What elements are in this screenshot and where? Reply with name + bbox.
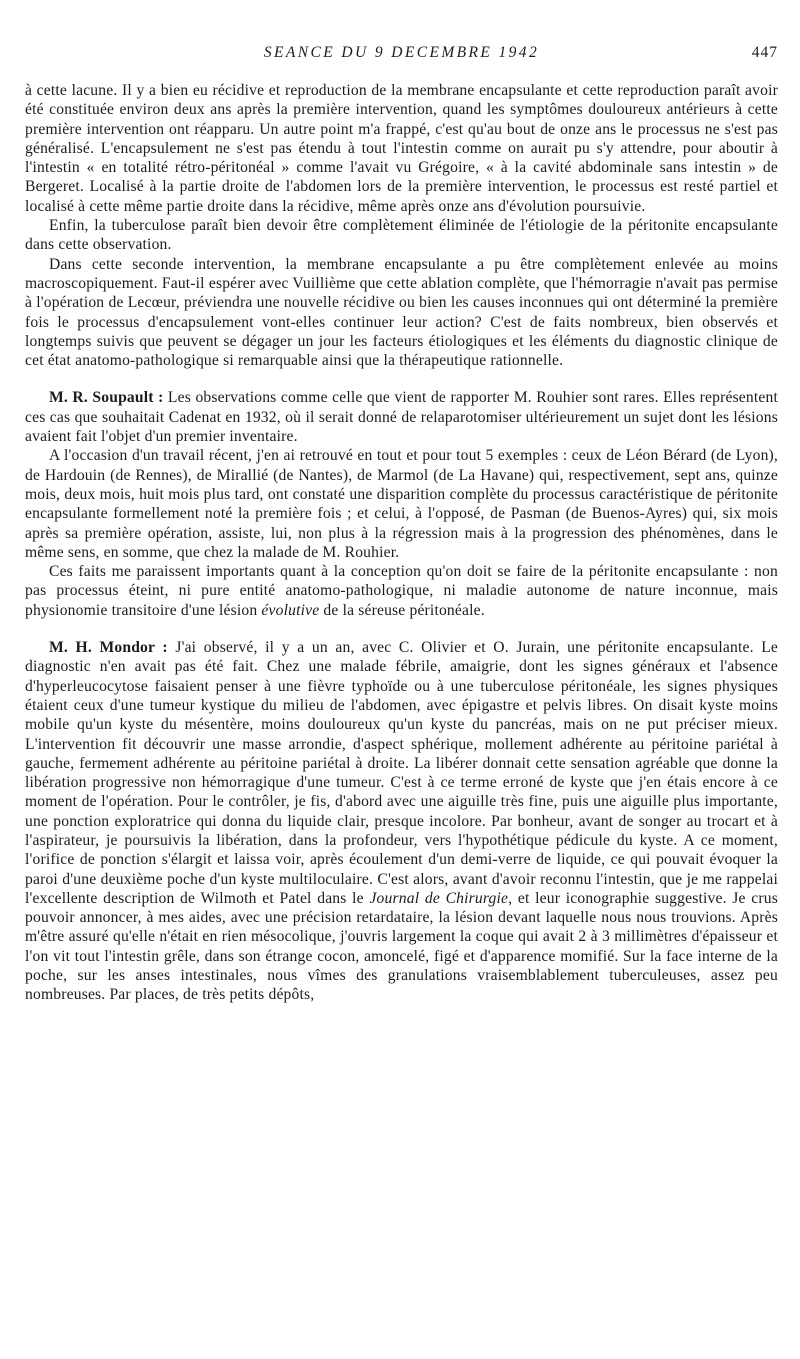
paragraph-text: Enfin, la tuberculose paraît bien devoir être complètement éliminée de l'étiologie de la péritonite encapsulante dans cette observation. [25,217,778,254]
speaker-name: M. H. Mondor : [49,639,168,657]
paragraph-text: Dans cette seconde intervention, la membrane encapsulante a pu être complètement enlevée au moins macroscopiquement. Faut-il espérer avec Vuillième que cette ablation complète, que l'hémorragie n'avait pas permise à l'opération de Lecœur, préviendra une nouvelle récidive ou bien les causes inconnues qui ont déterminé la première fois le processus d'encapsulement vont-elles continuer leur action? C'est de faits nombreux, bien observés et longtemps suivis que peuvent se dégager un jour les facteurs étiologiques et les éléments du diagnostic clinique de cet état anatomo-pathologique si remarquable ainsi que la thérapeutique rationnelle. [25,255,778,370]
paragraph [25,216,778,255]
paragraph-text: à cette lacune. Il y a bien eu récidive et reproduction de la membrane encapsulante et cette reproduction paraît avoir été constituée environ deux ans après la première intervention, quand les symptômes douloureux antérieurs à cette première intervention ont réapparu. Un autre point m'a frappé, c'est qu'au bout de onze ans le processus ne s'est pas généralisé. L'encapsulement ne s'est pas étendu à tout l'intestin comme on aurait pu s'y attendre, pour aboutir à l'intestin « en totalité rétro-péritonéal » comme l'avait vu Grégoire, « à la cavité abdominale sans intestin » de Bergeret. Localisé à la partie droite de l'abdomen lors de la première intervention, le processus est resté partiel et localisé à cette même partie droite dans la récidive, même après onze ans d'évolution poursuivie. [25,82,778,215]
running-title: SEANCE DU 9 DECEMBRE 1942 [263,44,540,61]
mondor-intervention [25,638,778,1005]
paragraph-text-tail: , et leur iconographie suggestive. Je crus pouvoir annoncer, à mes aides, avec une précision retardataire, la lésion devant laquelle nous nous trouvions. Après m'être assuré qu'elle n'était en rien mésocolique, j'ouvris largement la coque qui avait 2 à 3 millimètres d'épaisseur et l'on vit tout l'intestin grêle, dans son étrange cocon, amoncelé, figé et d'apparence momifié. Sur la face interne de la poche, sur les anses intestinales, nous vîmes des granulations vraisemblablement tuberculeuses, assez peu nombreuses. Par places, de très petits dépôts, [25,889,778,1004]
paragraph-continuation [25,81,778,216]
emphasis: évolutive [261,601,320,619]
paragraph [25,255,778,371]
speaker-name: M. R. Soupault : [49,389,164,407]
paragraph [25,446,778,562]
soupault-intervention [25,388,778,446]
running-head [25,44,778,66]
body-text [25,81,778,1005]
paragraph-text: Les observations comme celle que vient de rapporter M. Rouhier sont rares. Elles représentent ces cas que souhaitait Cadenat en 1932, où il serait donné de relaparotomiser ultérieurement un sujet dont les lésions avaient fait l'objet d'un premier inventaire. [25,389,778,446]
paragraph-text: J'ai observé, il y a un an, avec C. Olivier et O. Jurain, une péritonite encapsulante. Le diagnostic n'en avait pas été fait. Chez une malade fébrile, amaigrie, dont les signes généraux et l'absence d'hyperleucocytose faisaient penser à une fièvre typhoïde ou à une tuberculose péritonéale, les signes physiques étaient ceux d'une tumeur kystique du milieu de l'abdomen, avec épigastre et pelvis libres. On disait kyste moins mobile qu'un kyste du mésentère, moins douloureux qu'un kyste du pancréas, mais on ne put préciser mieux. L'intervention fit découvrir une masse arrondie, d'aspect sphérique, mollement adhérente au péritoine pariétal à gauche, fermement adhérente au péritoine pariétal à droite. La libérer donnait cette sensation agréable que donne la libération progressive non hémorragique d'une tumeur. C'est à ce terme erroné de kyste que j'en étais encore à ce moment de l'opération. Pour le contrôler, je fis, d'abord avec une aiguille très fine, puis une aiguille plus importante, une ponction exploratrice qui donna du liquide clair, presque incolore. Par bonheur, avant de songer au trocart et à l'aspirateur, je poursuivis la libération, dans la profondeur, vers l'hypothétique pédicule du kyste. A ce moment, l'orifice de ponction s'élargit et laissa voir, après écoulement d'un demi-verre de liquide, ce qui pouvait évoquer la paroi d'une deuxième poche d'un kyste multiloculaire. C'est alors, avant d'avoir reconnu l'intestin, que je me rappelai l'excellente description de Wilmoth et Patel dans le [25,639,779,907]
paragraph-text: Ces faits me paraissent importants quant à la conception qu'on doit se faire de la péritonite encapsulante : non pas processus éteint, ni pure entité anatomo-pathologique, ni maladie autonome de nature inconnue, mais physionomie transitoire d'une lésion [25,563,778,619]
paragraph [25,562,778,620]
paragraph-text: A l'occasion d'un travail récent, j'en ai retrouvé en tout et pour tout 5 exemples : ceux de Léon Bérard (de Lyon), de Hardouin (de Rennes), de Mirallié (de Nantes), de Marmol (de La Havane) qui, respectivement, sept ans, quinze mois, deux mois, huit mois plus tard, ont constaté une disparition complète du processus caractéristique de péritonite encapsulante formellement noté la première fois ; et celui, à l'opposé, de Pasman (de Buenos-Ayres) qui, six mois après sa première opération, assiste, lui, non plus à la régression mais à la progression des phénomènes, dans le même sens, en somme, que chez la malade de M. Rouhier. [25,447,778,561]
journal-title: Journal de Chirurgie [369,889,509,907]
page-number: 447 [751,44,778,61]
paragraph-text-tail: de la séreuse péritonéale. [319,601,485,619]
